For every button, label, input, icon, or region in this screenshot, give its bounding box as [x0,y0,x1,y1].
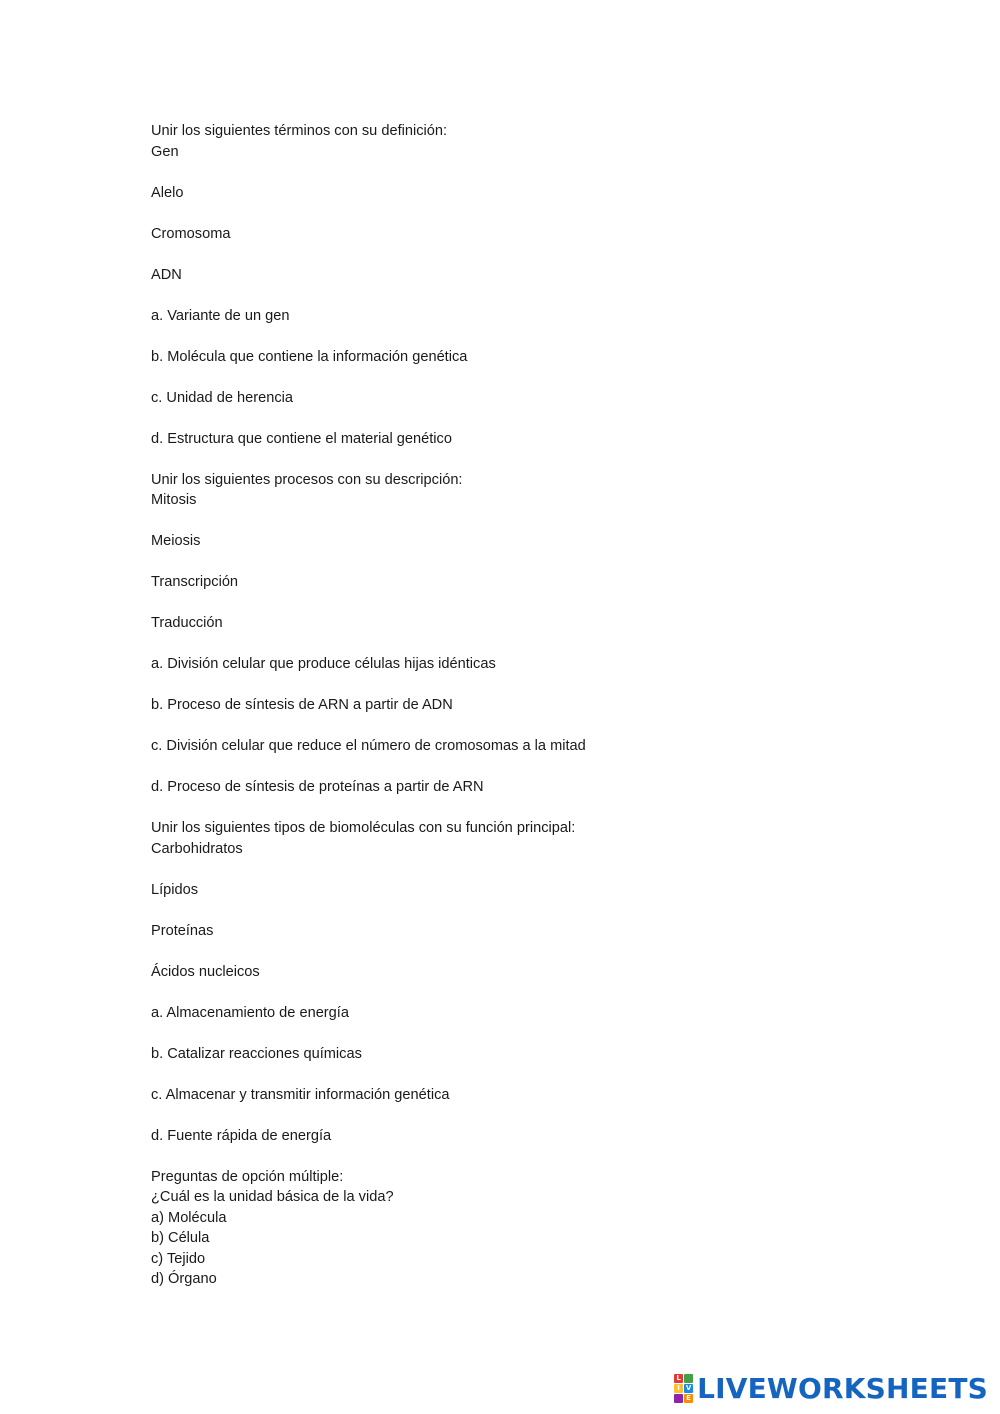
answer-option: a) Molécula [151,1209,227,1226]
multiple-choice-section [151,1167,911,1290]
definition-item: c. División celular que reduce el número de cromosomas a la mitad [151,738,586,754]
definition-item: a. División celular que produce células hijas idénticas [151,656,496,672]
logo-mark-letter: E [684,1394,693,1403]
definition-item: c. Almacenar y transmitir información genética [151,1086,450,1103]
answer-option: c) Tejido [151,1250,206,1267]
matching-section-2 [151,470,911,819]
definition-item: d. Proceso de síntesis de proteínas a partir de ARN [151,779,484,795]
logo-mark-icon [674,1374,693,1403]
term-item: Meiosis [151,533,201,549]
definition-item: c. Unidad de herencia [151,389,293,406]
logo-mark-letter: V [685,1383,692,1392]
worksheet-content [151,121,911,1290]
definition-item: d. Estructura que contiene el material genético [151,430,452,447]
term-item: Lípidos [151,881,199,898]
matching-section-1 [151,121,911,470]
term-item: Ácidos nucleicos [151,963,260,980]
answer-option: d) Órgano [151,1271,217,1287]
term-item: Proteínas [151,922,214,939]
term-item: Alelo [151,184,184,201]
term-item: Transcripción [151,574,239,590]
logo-mark-letter: I [674,1384,683,1393]
term-item: Carbohidratos [151,840,243,857]
liveworksheets-logo [674,1372,988,1404]
section-heading: Unir los siguientes términos con su definición: [151,123,448,139]
logo-mark-block [684,1374,693,1383]
logo-text: LIVEWORKSHEETS [697,1371,988,1405]
section-heading: Unir los siguientes procesos con su descripción: [151,471,463,488]
definition-item: b. Catalizar reacciones químicas [151,1045,362,1062]
term-item: Traducción [151,615,223,631]
definition-item: b. Molécula que contiene la información genética [151,348,468,365]
definition-item: a. Variante de un gen [151,307,290,324]
matching-section-3 [151,818,911,1167]
definition-item: d. Fuente rápida de energía [151,1127,332,1144]
term-item: ADN [151,266,182,283]
logo-mark-block [674,1394,683,1403]
term-item: Mitosis [151,492,197,508]
term-item: Cromosoma [151,225,231,242]
section-heading: Preguntas de opción múltiple: [151,1168,344,1185]
section-heading: Unir los siguientes tipos de biomoléculas con su función principal: [151,820,576,836]
definition-item: a. Almacenamiento de energía [151,1004,349,1021]
logo-mark-letter: L [674,1374,683,1383]
answer-option: b) Célula [151,1230,210,1246]
term-item: Gen [151,143,179,160]
definition-item: b. Proceso de síntesis de ARN a partir de ADN [151,697,453,713]
question-text: ¿Cuál es la unidad básica de la vida? [151,1189,394,1205]
